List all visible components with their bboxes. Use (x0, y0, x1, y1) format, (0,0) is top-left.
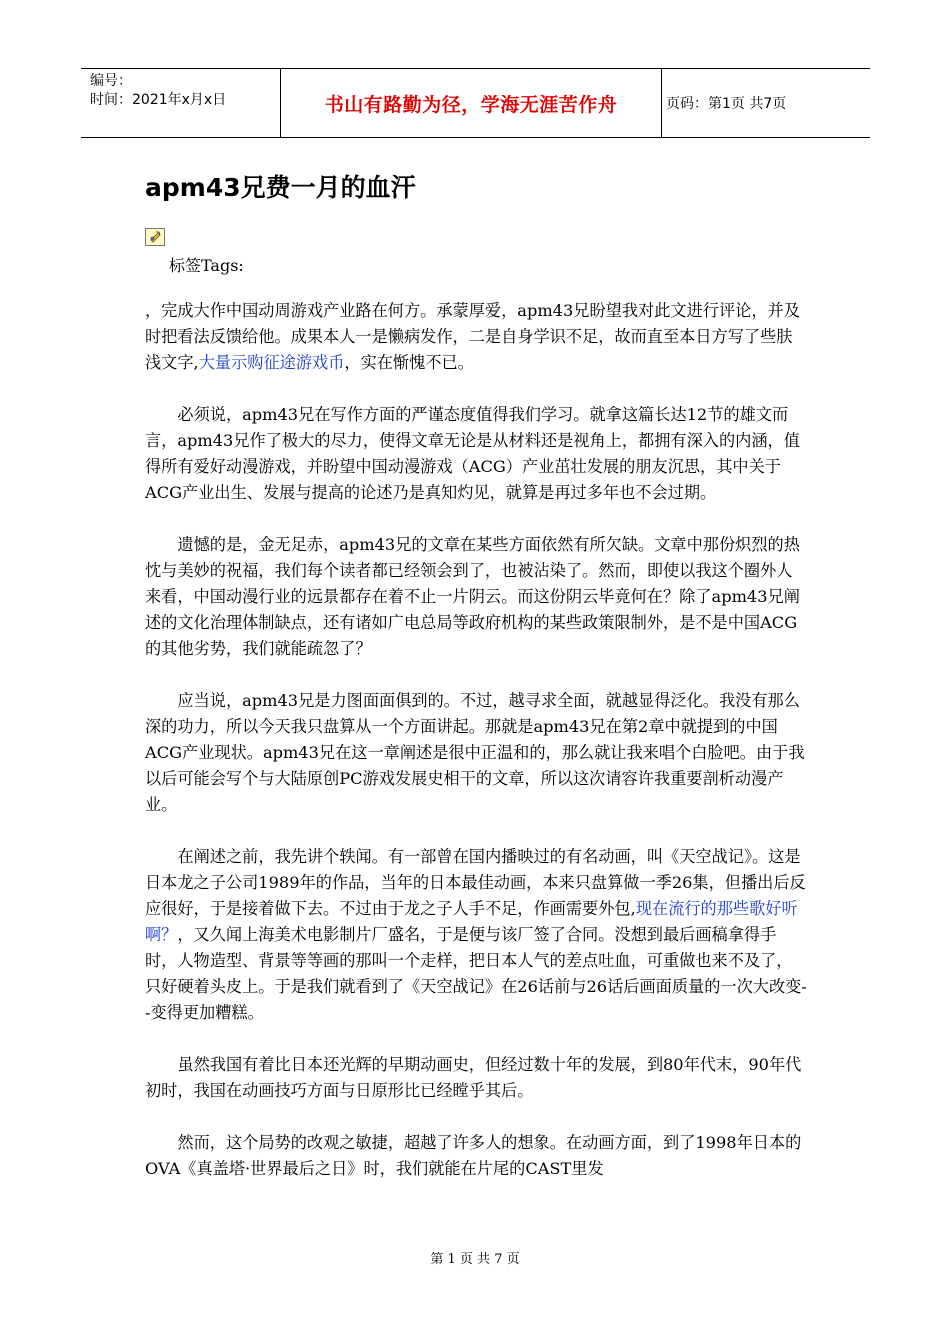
number-label: 编号： (90, 73, 132, 89)
paragraph-7: 然而，这个局势的改观之敏捷，超越了许多人的想象。在动画方面，到了1998年日本的OVA《真盖塔·世界最后之日》时，我们就能在片尾的CAST里发 (145, 1133, 802, 1178)
page-info: 页码：第1页 共7页 (666, 96, 787, 112)
header-page-cell (662, 69, 874, 137)
article-title: apm43兄费一月的血汗 (145, 173, 416, 202)
paragraph-1-before: ，完成大作中国动周游戏产业路在何方。承蒙厚爱，apm43兄盼望我对此文进行评论，并及时把看法反馈给他。成果本人一是懒病发作，二是自身学识不足，故而直至本日方写了些肤浅文字, (145, 301, 800, 372)
time-label: 时间：2021年x月x日 (90, 92, 227, 108)
motto-text: 书山有路勤为径，学海无涯苦作舟 (324, 93, 618, 116)
paragraph-2: 必须说，apm43兄在写作方面的严谨态度值得我们学习。就拿这篇长达12节的雄文而言，apm43兄作了极大的尽力，使得文章无论是从材料还是视角上，都拥有深入的内涵，值得所有爱好动漫游戏，并盼望中国动漫游戏（ACG）产业茁壮发展的朋友沉思，其中关于ACG产业出生、发展与提高的论述乃是真知灼见，就算是再过多年也不会过期。 (145, 405, 800, 502)
tag-icon[interactable] (145, 228, 165, 246)
document-header (81, 68, 870, 138)
tags-label: 标签Tags: (169, 256, 244, 275)
paragraph-4: 应当说，apm43兄是力图面面俱到的。不过，越寻求全面，就越显得泛化。我没有那么深的功力，所以今天我只盘算从一个方面讲起。那就是apm43兄在第2章中就提到的中国ACG产业现状。apm43兄在这一章阐述是很中正温和的，那么就让我来唱个白脸吧。由于我以后可能会写个与大陆原创PC游戏发展史相干的文章，所以这次请容许我重要剖析动漫产业。 (145, 691, 805, 814)
paragraph-1-after: ，实在惭愧不已。 (344, 353, 474, 372)
link-popular-songs[interactable]: 现在流行的那些歌好听啊？ (145, 899, 798, 944)
header-motto-cell (281, 69, 662, 137)
paragraph-6: 虽然我国有着比日本还光辉的早期动画史，但经过数十年的发展，到80年代末，90年代初时，我国在动画技巧方面与日原形比已经瞠乎其后。 (145, 1055, 802, 1100)
paragraph-1 (145, 298, 807, 376)
paragraph-3: 遗憾的是，金无足赤，apm43兄的文章在某些方面依然有所欠缺。文章中那份炽烈的热忱与美妙的祝福，我们每个读者都已经领会到了，也被沾染了。然而，即使以我这个圈外人来看，中国动漫行业的远景都存在着不止一片阴云。而这份阴云毕竟何在？除了apm43兄阐述的文化治理体制缺点，还有诸如广电总局等政府机构的某些政策限制外，是不是中国ACG的其他劣势，我们就能疏忽了？ (145, 535, 800, 658)
paragraph-5-after: ，又久闻上海美术电影制片厂盛名，于是便与该厂签了合同。没想到最后画稿拿得手时，人物造型、背景等等画的那叫一个走样，把日本人气的差点吐血，可重做也来不及了，只好硬着头皮上。于是我们就看到了《天空战记》在26话前与26话后画面质量的一次大改变--变得更加糟糕。 (145, 925, 807, 1022)
page-footer: 第 1 页 共 7 页 (430, 1252, 520, 1267)
article-body (145, 298, 807, 1208)
paragraph-5 (145, 844, 807, 1026)
link-buy-zhengtu-coins[interactable]: 大量示购征途游戏币 (198, 353, 345, 372)
header-meta-cell (81, 69, 281, 137)
paragraph-5-before: 在阐述之前，我先讲个轶闻。有一部曾在国内播映过的有名动画，叫《天空战记》。这是日本龙之子公司1989年的作品，当年的日本最佳动画，本来只盘算做一季26集，但播出后反应很好，于是接着做下去。不过由于龙之子人手不足，作画需要外包, (145, 847, 806, 918)
